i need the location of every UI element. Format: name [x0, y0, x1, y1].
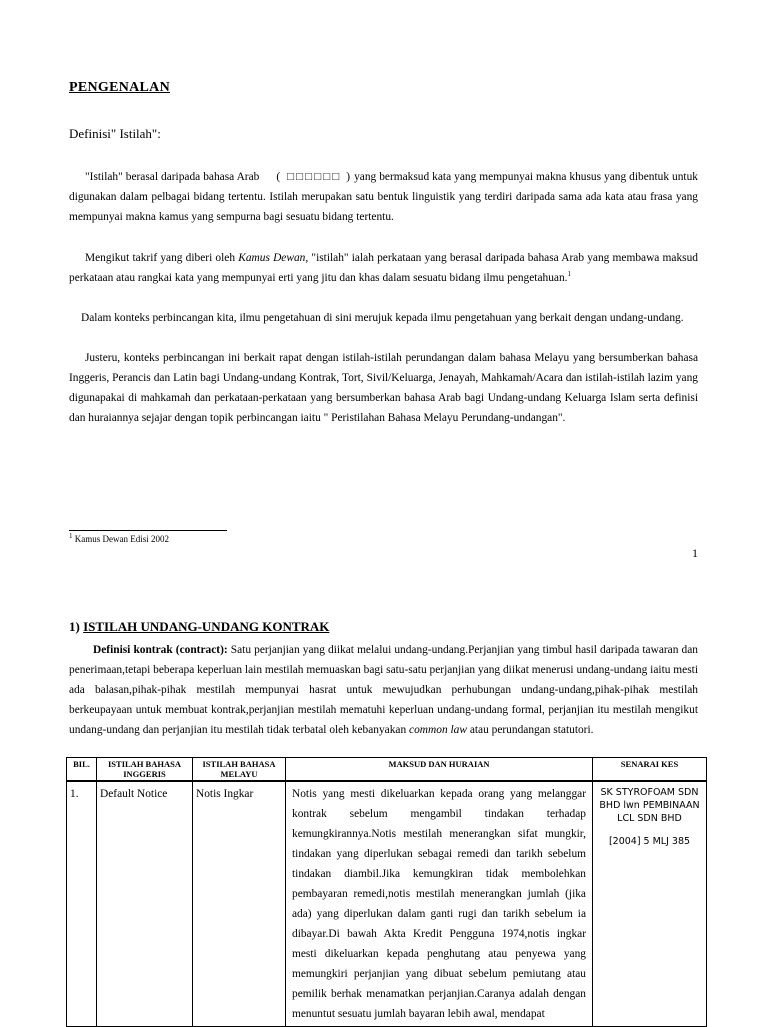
header-inggeris: ISTILAH BAHASA INGGERIS — [97, 758, 193, 782]
row-melayu: Notis Ingkar — [193, 781, 286, 1027]
row-maksud: Notis yang mesti dikeluarkan kepada orang yang melanggar kontrak sebelum mengambil tindakan terhadap kemungkirannya.Notis mestilah menerangkan sifat mungkir, tindakan yang diperlukan sebagai remedi dan tarikh sebelum tindakan diambil.Jika kemungkiran tidak membolehkan pembayaran remedi,notis mestilah menerangkan jumlah (jika ada) yang diperlukan dalam ganti rugi dan tarikh sebelum ia dibayar.Di bawah Akta Kredit Pengguna 1974,notis ingkar mesti dikeluarkan kepada penghutang atau penyewa yang memungkiri perjanjian yang dibuat sebelum pemiutang atau pemilik berhak menamatkan perjanjian.Caranya adalah dengan menuntut sesuatu jumlah bayaran lebih awal, mendapat — [286, 781, 593, 1027]
row-inggeris: Default Notice — [97, 781, 193, 1027]
definition-text-b: atau perundangan statutori. — [469, 724, 594, 736]
kamus-dewan-italic: Kamus Dewan, — [238, 252, 309, 264]
definition-text-a: Satu perjanjian yang diikat melalui undang-undang.Perjanjian yang timbul hasil daripada tawaran dan penerimaan,tetapi beberapa keperluan lain mestilah memuaskan bagi satu-satu perjanjian yang diikat menerusi undang-undang iaitu mesti ada balasan,pihak-pihak mestilah mempunyai hasrat untuk mewujudkan perhubungan undang-undang,pihak-pihak mestilah berkeupayaan untuk membuat kontrak,perjanjian mestilah mematuhi keperluan undang-undang formal, perjanjian itu mestilah mengikut undang-undang dan perjanjian itu mestilah tidak terbatal oleh kebanyakan — [69, 644, 698, 736]
paragraph-1-text-b: yang bermaksud kata yang mempunyai makna khusus yang dibentuk untuk digunakan dalam pelbagai bidang tertentu. Istilah merupakan satu bentuk linguistik yang terdiri daripada sama ada kata atau frasa yang mempunyai makna kamus yang sempurna bagi sesuatu bidang tertentu. — [69, 171, 698, 223]
terms-table — [66, 757, 707, 1027]
section-number: 1) — [69, 619, 80, 634]
header-kes: SENARAI KES — [593, 758, 707, 782]
footnote-ref: 1 — [567, 270, 571, 279]
row-kes — [593, 781, 707, 1027]
common-law-italic: common law — [409, 724, 467, 736]
contract-definition — [69, 640, 698, 740]
header-melayu: ISTILAH BAHASA MELAYU — [193, 758, 286, 782]
paragraph-2-text-b: "istilah" ialah perkataan yang berasal daripada bahasa Arab yang membawa maksud perkataan atau rangkai kata yang mempunyai erti yang jitu dan khas dalam sesuatu bidang ilmu pengetahuan. — [69, 252, 698, 284]
paragraph-2 — [69, 248, 698, 288]
page-heading: PENGENALAN — [69, 80, 171, 95]
table-header-row — [67, 758, 707, 782]
arabic-glyphs: ( □□□□□□ ) — [276, 171, 353, 183]
case-citation: [2004] 5 MLJ 385 — [608, 836, 691, 847]
definition-term: Definisi kontrak (contract): — [93, 644, 228, 656]
paragraph-1 — [69, 167, 698, 227]
footnote-text: Kamus Dewan Edisi 2002 — [74, 534, 169, 544]
section-title: ISTILAH UNDANG-UNDANG KONTRAK — [83, 619, 330, 634]
paragraph-4: Justeru, konteks perbincangan ini berkait rapat dengan istilah-istilah perundangan dalam bahasa Melayu yang bersumberkan bahasa Inggeris, Perancis dan Latin bagi Undang-undang Kontrak, Tort, Sivil/Keluarga, Jenayah, Mahkamah/Acara dan istilah-istilah lazim yang digunapakai di mahkamah dan perkataan-perkataan yang bersumberkan bahasa Arab bagi Undang-undang Keluarga Islam serta definisi dan huraiannya sejajar dengan topik perbincangan iaitu " Peristilahan Bahasa Melayu Perundang-undangan". — [69, 352, 698, 424]
case-parties: SK STYROFOAM SDN BHD lwn PEMBINAAN LCL SDN BHD — [599, 787, 700, 824]
footnote — [69, 534, 169, 544]
paragraph-1-text-a: "Istilah" berasal daripada bahasa Arab — [85, 171, 260, 183]
paragraph-3: Dalam konteks perbincangan kita, ilmu pengetahuan di sini merujuk kepada ilmu pengetahuan yang berkait dengan undang-undang. — [81, 312, 684, 324]
page-number: 1 — [692, 546, 698, 560]
header-bil: BIL. — [67, 758, 97, 782]
table-row — [67, 781, 707, 1027]
footnote-divider — [69, 530, 227, 531]
row-bil: 1. — [67, 781, 97, 1027]
footnote-marker: 1 — [69, 532, 73, 540]
paragraph-2-text-a: Mengikut takrif yang diberi oleh — [85, 252, 236, 264]
section-heading — [69, 619, 329, 635]
definition-label: Definisi" Istilah": — [69, 126, 161, 141]
header-maksud: MAKSUD DAN HURAIAN — [286, 758, 593, 782]
